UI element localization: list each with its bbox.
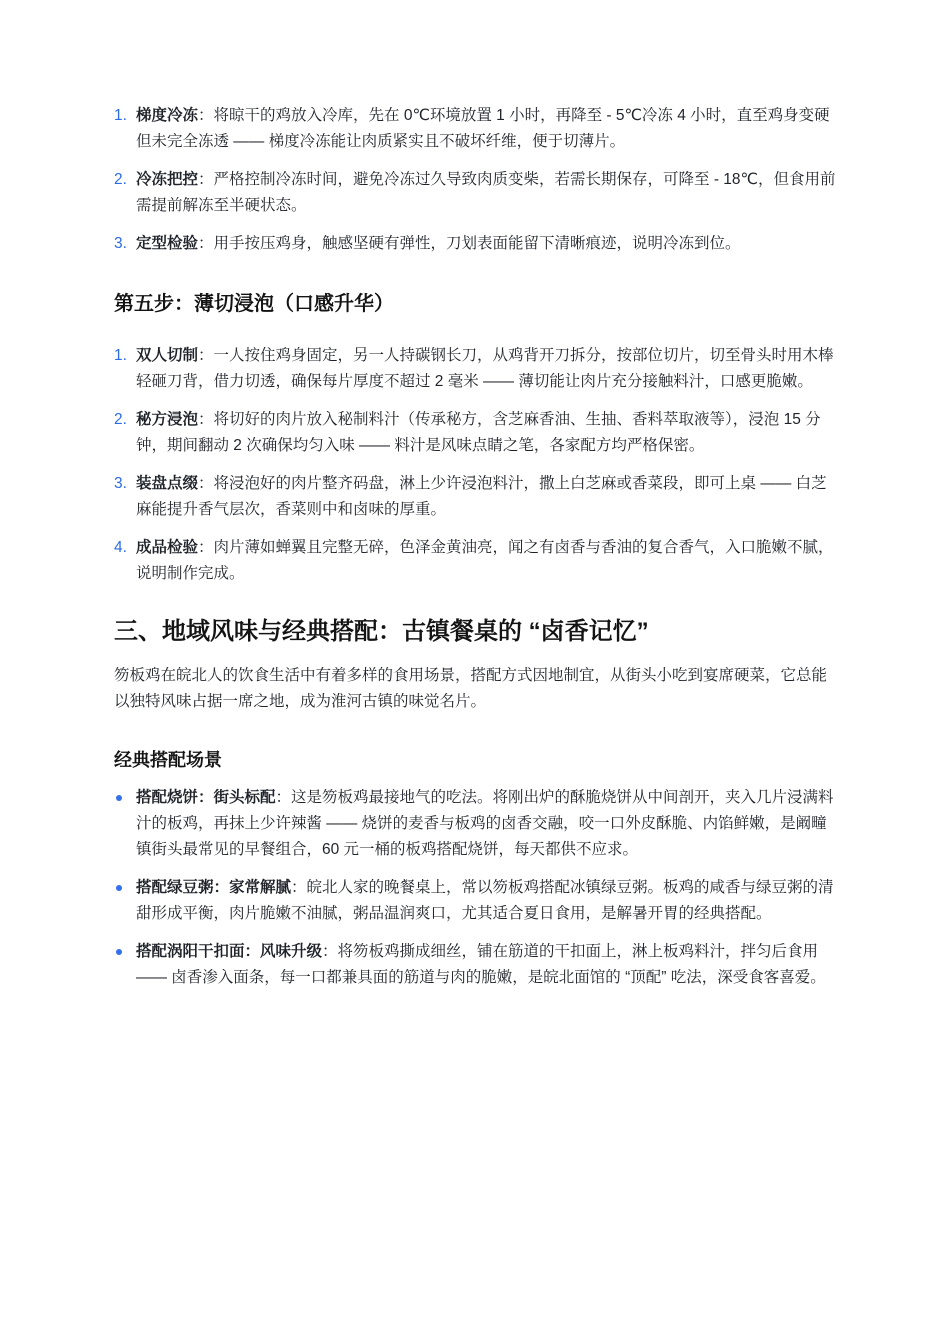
bullet-list-pairing [114,785,836,991]
heading-region: 三、地域风味与经典搭配：古镇餐桌的 “卤香记忆” [114,618,649,645]
list-item-number: 4. [114,539,127,556]
list-item-text [136,471,836,523]
list-item [114,785,836,863]
list-item-number: 2. [114,411,127,428]
list-item-term: 成品检验 [136,539,199,556]
list-item-body: ：将浸泡好的肉片整齐码盘，淋上少许浸泡料汁，撒上白芝麻或香菜段，即可上桌 —— 白芝麻能提升香气层次，香菜则中和卤味的厚重。 [136,475,827,518]
bullet-icon [114,939,136,965]
list-item-body: ：皖北人家的晚餐桌上，常以笏板鸡搭配冰镇绿豆粥。板鸡的咸香与绿豆粥的清甜形成平衡，肉片脆嫩不油腻，粥品温润爽口，尤其适合夏日食用，是解暑开胃的经典搭配。 [136,879,834,922]
list-item [114,875,836,927]
list-item-text [136,103,836,155]
list-item-body: ：将晾干的鸡放入冷库，先在 0℃环境放置 1 小时，再降至 - 5℃冷冻 4 小时，直至鸡身变硬但未完全冻透 —— 梯度冷冻能让肉质紧实且不破坏纤维，便于切薄片。 [136,107,830,150]
list-item [114,535,836,587]
list-item-text [136,875,836,927]
list-item-body: ：这是笏板鸡最接地气的吃法。将刚出炉的酥脆烧饼从中间剖开，夹入几片浸满料汁的板鸡，再抹上少许辣酱 —— 烧饼的麦香与板鸡的卤香交融，咬一口外皮酥脆、内馅鲜嫩，是阚疃镇街头最常见的早餐组合，60 元一桶的板鸡搭配烧饼，每天都供不应求。 [136,789,834,858]
list-item-number: 2. [114,171,127,188]
list-item-text [136,343,836,395]
list-item-term: 冷冻把控 [136,171,199,188]
list-item-text [136,231,836,257]
list-item [114,167,836,219]
list-item-term: 梯度冷冻 [136,107,199,124]
paragraph-region-intro: 笏板鸡在皖北人的饮食生活中有着多样的食用场景，搭配方式因地制宜，从街头小吃到宴席硬菜，它总能以独特风味占据一席之地，成为淮河古镇的味觉名片。 [114,667,828,710]
bullet-icon [114,785,136,811]
list-item-term: 搭配绿豆粥：家常解腻 [136,879,292,896]
list-item-text [136,407,836,459]
list-item-term: 秘方浸泡 [136,411,199,428]
list-item-body: ：肉片薄如蝉翼且完整无碎，色泽金黄油亮，闻之有卤香与香油的复合香气，入口脆嫩不腻，说明制作完成。 [136,539,834,582]
list-item-number: 1. [114,347,127,364]
list-item [114,939,836,991]
heading-step5: 第五步：薄切浸泡（口感升华） [114,293,394,315]
bullet-icon [114,875,136,901]
list-item [114,343,836,395]
list-item-term: 搭配涡阳干扣面：风味升级 [136,943,323,960]
list-item-body: ：用手按压鸡身，触感坚硬有弹性，刀划表面能留下清晰痕迹，说明冷冻到位。 [198,235,741,252]
ordered-list-step5 [114,343,836,587]
list-item-term: 双人切制 [136,347,199,364]
list-item-term: 定型检验 [136,235,199,252]
list-item-term: 搭配烧饼：街头标配 [136,789,276,806]
list-item-body: ：将切好的肉片放入秘制料汁（传承秘方，含芝麻香油、生抽、香料萃取液等），浸泡 15 分钟，期间翻动 2 次确保均匀入味 —— 料汁是风味点睛之笔，各家配方均严格保密。 [136,411,821,454]
list-item-body: ：严格控制冷冻时间，避免冷冻过久导致肉质变柴，若需长期保存，可降至 - 18℃，但食用前需提前解冻至半硬状态。 [136,171,836,214]
list-item [114,231,836,257]
list-item-text [136,785,836,863]
list-item-term: 装盘点缀 [136,475,199,492]
list-item [114,103,836,155]
list-item-text [136,535,836,587]
ordered-list-freezing [114,103,836,257]
list-item [114,407,836,459]
list-item-number: 3. [114,475,127,492]
list-item [114,471,836,523]
list-item-number: 3. [114,235,127,252]
heading-pairing: 经典搭配场景 [114,750,222,770]
list-item-text [136,939,836,991]
list-item-body: ：将笏板鸡撕成细丝，铺在筋道的干扣面上，淋上板鸡料汁，拌匀后食用 —— 卤香渗入面条，每一口都兼具面的筋道与肉的脆嫩，是皖北面馆的 “顶配” 吃法，深受食客喜爱。 [136,943,826,986]
list-item-body: ：一人按住鸡身固定，另一人持碳钢长刀，从鸡背开刀拆分，按部位切片，切至骨头时用木棒轻砸刀背，借力切透，确保每片厚度不超过 2 毫米 —— 薄切能让肉片充分接触料汁，口感更脆嫩。 [136,347,834,390]
list-item-text [136,167,836,219]
list-item-number: 1. [114,107,127,124]
